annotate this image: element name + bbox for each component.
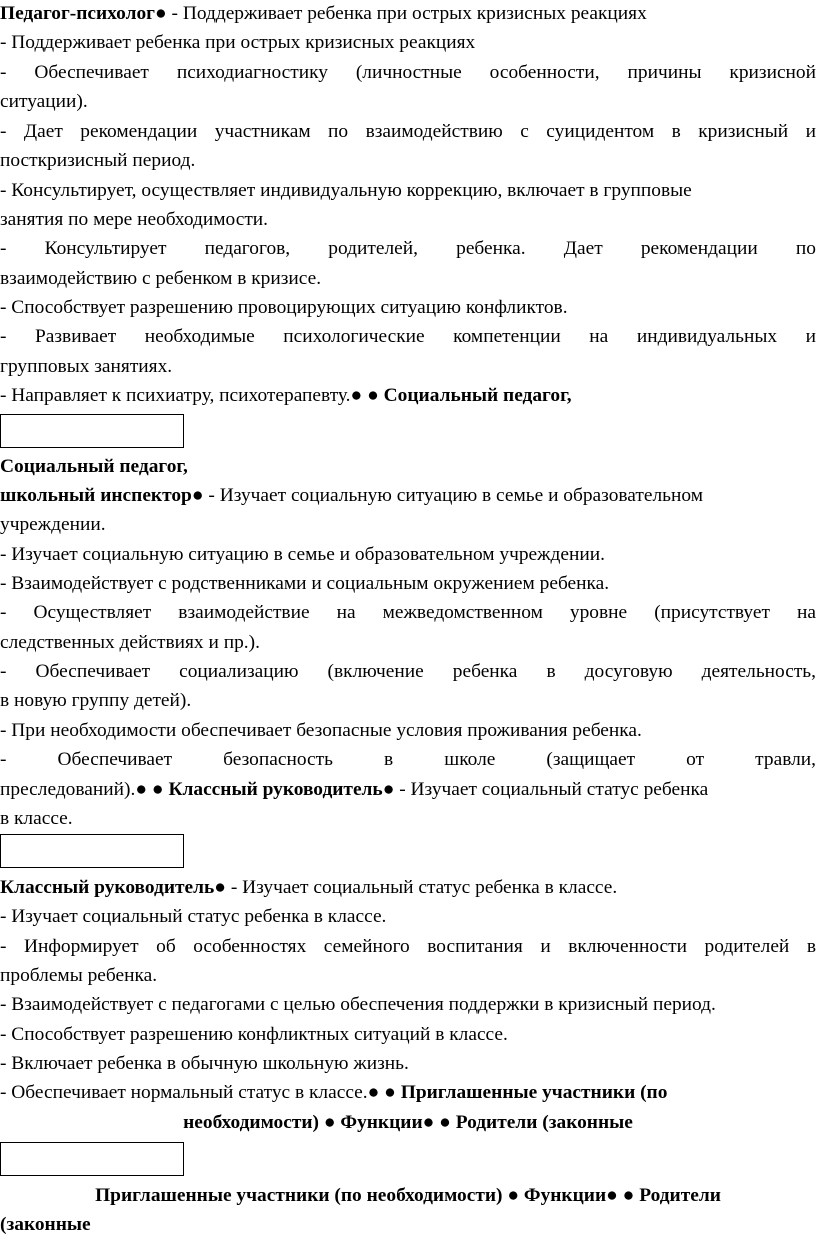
bullet-dots: ● ● (367, 1082, 401, 1103)
next-section-intro: - Изучает социальный статус ребенка (394, 779, 709, 800)
list-item-with-next-title (0, 1079, 816, 1106)
section-title-cont: школьный инспектор● (0, 485, 204, 506)
list-item-with-next-title (0, 382, 816, 409)
list-item: - Осуществляет взаимодействие на межведомственном уровне (присутствует на (0, 602, 816, 623)
section-intro: - Изучает социальный статус ребенка в классе. (225, 877, 618, 898)
list-item: - Обеспечивает психодиагностику (личностные особенности, причины кризисной (0, 62, 816, 83)
list-item: в новую группу детей). (0, 690, 192, 711)
list-item: - Консультирует педагогов, родителей, ребенка. Дает рекомендации по (0, 238, 816, 259)
next-section-intro-cont: в классе. (0, 808, 73, 829)
section-intro-cont: учреждении. (0, 514, 106, 535)
section-intro: - Изучает социальную ситуацию в семье и образовательном (203, 485, 703, 506)
list-item: - Изучает социальный статус ребенка в классе. (0, 906, 387, 927)
empty-image-placeholder (0, 834, 184, 868)
list-item: - При необходимости обеспечивает безопасные условия проживания ребенка. (0, 720, 642, 741)
list-item: - Информирует об особенностях семейного воспитания и включенности родителей в (0, 936, 816, 957)
next-section-title: Приглашенные участники (по (400, 1082, 668, 1103)
list-item: - Развивает необходимые психологические компетенции на индивидуальных и (0, 326, 816, 347)
section-psychologist-header (0, 0, 816, 27)
bullet-dots: ● ● (350, 385, 384, 406)
list-item-text: - Направляет к психиатру, психотерапевту. (0, 385, 351, 406)
next-section-title: Классный руководитель● (168, 779, 395, 800)
section-social-header (0, 482, 816, 509)
list-item: следственных действиях и пр.). (0, 632, 260, 653)
section-title-cont: (законные (0, 1214, 91, 1235)
list-item: посткризисный период. (0, 150, 196, 171)
section-title: Приглашенные участники (по необходимости) ● Функции● ● Родители (95, 1185, 721, 1206)
list-item: - Обеспечивает социализацию (включение ребенка в досуговую деятельность, (0, 661, 816, 682)
list-item: групповых занятиях. (0, 356, 173, 377)
section-class-teacher-header (0, 874, 816, 901)
list-item-text: преследований). (0, 779, 136, 800)
list-item: - Способствует разрешению провоцирующих ситуацию конфликтов. (0, 297, 568, 318)
list-item: ситуации). (0, 91, 88, 112)
section-intro: - Поддерживает ребенка при острых кризисных реакциях (166, 3, 647, 24)
section-title: Классный руководитель● (0, 877, 226, 898)
list-item: - Поддерживает ребенка при острых кризисных реакциях (0, 32, 476, 53)
bullet-dots: ● ● (135, 779, 169, 800)
list-item: - Дает рекомендации участникам по взаимодействию с суицидентом в кризисный и (0, 121, 816, 142)
next-section-title-cont: необходимости) ● Функции● ● Родители (законные (183, 1112, 633, 1133)
next-section-title: Социальный педагог, (383, 385, 572, 406)
empty-image-placeholder (0, 1142, 184, 1176)
section-title: Педагог-психолог● (0, 3, 167, 24)
list-item: взаимодействию с ребенком в кризисе. (0, 268, 322, 289)
empty-image-placeholder (0, 414, 184, 448)
list-item: - Включает ребенка в обычную школьную жизнь. (0, 1053, 409, 1074)
list-item: занятия по мере необходимости. (0, 209, 269, 230)
list-item-text: - Обеспечивает нормальный статус в классе. (0, 1082, 368, 1103)
list-item: - Обеспечивает безопасность в школе (защищает от травли, (0, 749, 816, 770)
list-item: - Консультирует, осуществляет индивидуальную коррекцию, включает в групповые (0, 180, 692, 201)
list-item: - Способствует разрешению конфликтных ситуаций в классе. (0, 1024, 508, 1045)
list-item: - Изучает социальную ситуацию в семье и образовательном учреждении. (0, 544, 606, 565)
section-title: Социальный педагог, (0, 456, 188, 477)
list-item: - Взаимодействует с родственниками и социальным окружением ребенка. (0, 573, 610, 594)
list-item: - Взаимодействует с педагогами с целью обеспечения поддержки в кризисный период. (0, 994, 716, 1015)
list-item: проблемы ребенка. (0, 965, 158, 986)
list-item-with-next-title (0, 776, 816, 803)
